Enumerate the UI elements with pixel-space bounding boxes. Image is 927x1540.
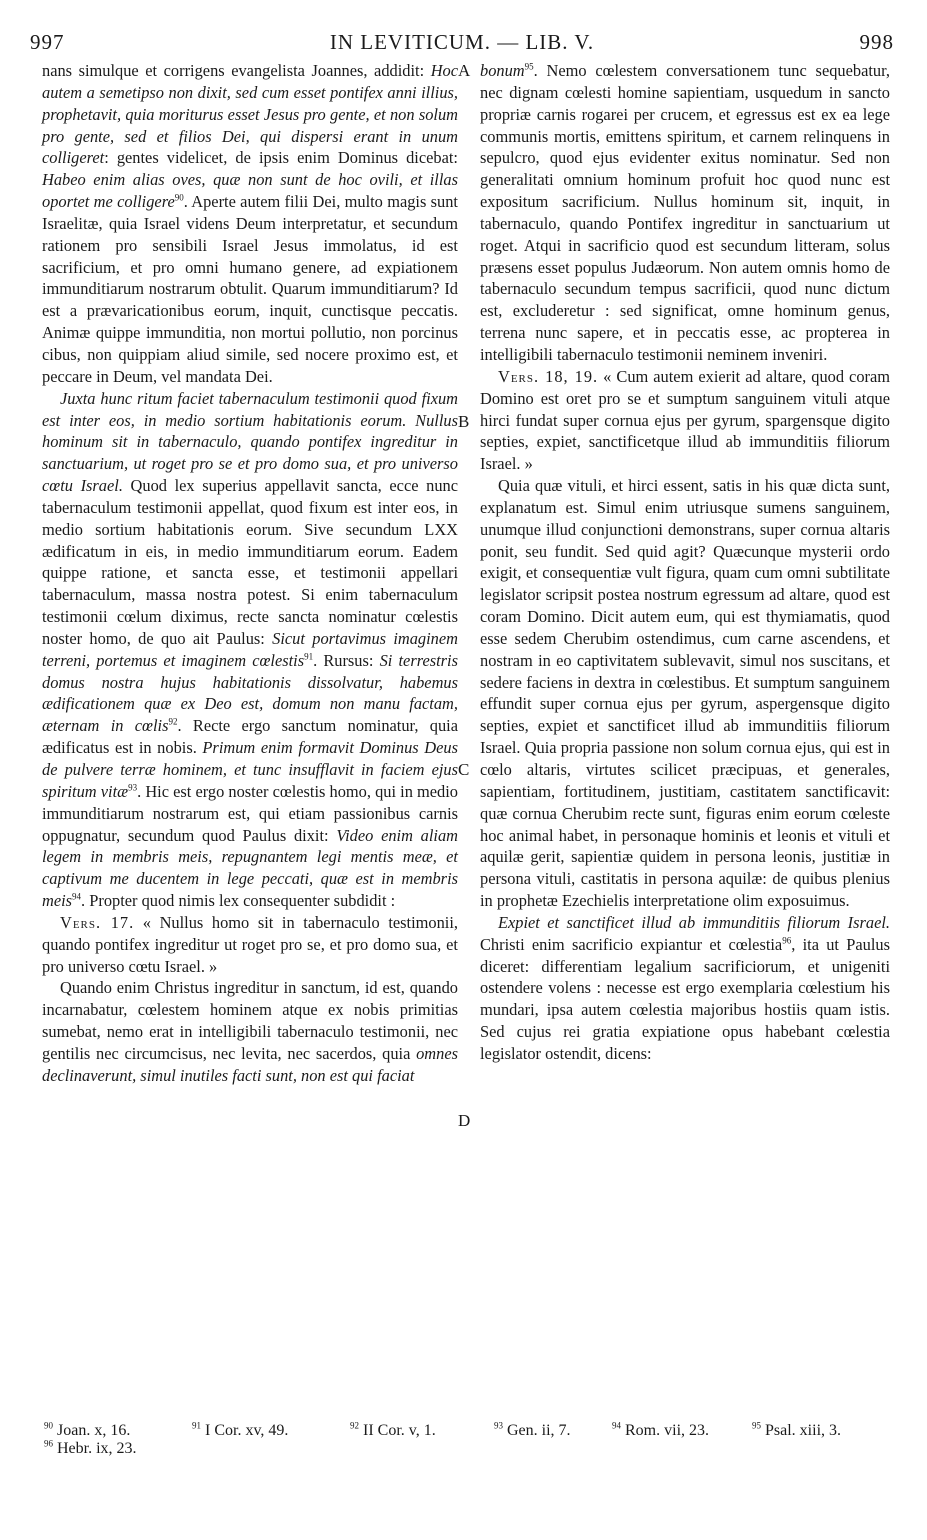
section-marker-b: B (458, 412, 470, 431)
paragraph: nans simulque et corrigens evangelista Joannes, addidit: Hoc autem a semetipso non dixit, sed cum esset pontifex anni illius, prophetavit, quia moriturus esset Jesus pro gente, et non solum pro gente, sed et filios Dei, qui dispersi erant in unum colligeret: gentes videlicet, de ipsis enim Dominus dicebat: Habeo enim alias oves, quæ non sunt de hoc ovili, et illas oportet me colligere$^{90}$. Aperte autem filii Dei, multo magis sunt Israelitæ, quia Israel videns Deum interpretatur, et secundum rationem pro sensibili Israel Jesus immolatus, id est sacrificium, et pro omni humano genere, ad expiationem immunditiarum nostrarum obtulit. Quarum immunditiarum? Id est a prævaricationibus eorum, inquit, cunctisque peccatis. Animæ quippe immunditia, non mortui pollutio, non porcinus cibus, non quippiam aliud simile, sed nocere proximo est, et peccare in Deum, vel mandata Dei. (42, 61, 458, 386)
footnote-ref: 95 (524, 61, 534, 72)
footnote-ref: 93 (128, 782, 138, 793)
footnote: $^{90}$ Joan. x, 16. (44, 1420, 131, 1439)
paragraph: Juxta hunc ritum faciet tabernaculum testimonii quod fixum est inter eos, in medio sortium habitationis eorum. Nullus hominum sit in tabernaculo, quando pontifex ingreditur in sanctuarium, ut roget pro se et pro domo sua, et pro universo cœtu Israel. Quod lex superius appellavit sancta, ecce nunc tabernaculum testimonii appellat, quod fixum est inter eos, in medio sortium habitationis eorum. Sive secundum LXX ædificatum in eis, in medio immunditiarum eorum. Eadem quippe ratione, et sancta esse, et testimonii appellari tabernaculum, massa nostra potest. Si enim tabernaculum testimonii cœlum diximus, recte sancta nominatur cœlestis noster homo, de quo ait Paulus: Sicut portavimus imaginem terreni, portemus et imaginem cœlestis$^{91}$. Rursus: Si terrestris domus nostra hujus habitationis dissolvatur, habemus ædificationem quæ ex Deo est, domum non manu factam, æternam in cœlis$^{92}$. Recte ergo sanctum nominatur, quia ædificatus est in nobis. Primum enim formavit Dominus Deus de pulvere terræ hominem, et tunc insufflavit in faciem ejus spiritum vitæ$^{93}$. Hic est ergo noster cœlestis homo, qui in medio immunditiarum nostrarum est, qui etiam passionibus carnis oppugnatur, secundum quod Paulus dixit: Video enim aliam legem in membris meis, repugnantem legi mentis meæ, et captivum me ducentem in lege peccati, quæ est in membris meis$^{94}$. Propter quod nimis lex consequenter subdidit : (42, 388, 459, 911)
footnote-ref: 96 (782, 935, 792, 946)
page-number-left: 997 (30, 30, 65, 54)
left-column (42, 60, 458, 1087)
footnote: $^{91}$ I Cor. xv, 49. (192, 1420, 289, 1439)
right-column (480, 60, 890, 1065)
page-number-right: 998 (859, 30, 894, 54)
footnote: $^{93}$ Gen. ii, 7. (494, 1420, 571, 1439)
footnote: $^{92}$ II Cor. v, 1. (350, 1420, 436, 1439)
footnote: $^{95}$ Psal. xiii, 3. (752, 1420, 842, 1439)
footnote-ref: 90 (174, 192, 184, 203)
paragraph: Quando enim Christus ingreditur in sanctum, id est, quando incarnabatur, cœlestem hominem atque ex nobis primitias sumebat, nemo erat in intelligibili tabernaculo testimonii, nec gentilis nec circumcisus, nec levita, nec sacerdos, quia omnes declinaverunt, simul inutiles facti sunt, non est qui faciat (42, 978, 458, 1085)
paragraph: Expiet et sanctificet illud ab immunditiis filiorum Israel. Christi enim sacrificio expiantur et cœlestia$^{96}$, ita ut Paulus diceret: differentiam legalium sacrificiorum, et unigeniti ostendere volens : necesse est ergo exemplaria cœlestium his mundari, ipsa autem cœlestia majoribus hostiis quam istis. Sed cujus rei gratia expiatione opus habebant cœlestia legislator ostendit, dicens: (480, 912, 890, 1063)
verse-paragraph: Vers. 17. « Nullus homo sit in tabernaculo testimonii, quando pontifex ingreditur ut roget pro se, et pro domo sua, et pro universo cœtu Israel. » (42, 912, 458, 976)
footnote: $^{94}$ Rom. vii, 23. (612, 1420, 710, 1439)
running-title: IN LEVITICUM. — LIB. V. (329, 30, 595, 54)
footnotes-line-2 (44, 1440, 894, 1458)
section-marker-a: A (458, 61, 471, 80)
verse-label: Vers. 18, 19. (498, 366, 599, 386)
paragraph: Quia quæ vituli, et hirci essent, satis in his quæ dicta sunt, explanatum est. Simul enim utriusque sumens sanguinem, unumque illud conjunctioni demonstrans, super cornua altaris ponit, seu fundit. Sed quid agit? Quæcunque mysterii ordo exigit, et consequentiæ vult figura, quam cum omni subtilitate legislator scripsit postea nostrum egressum ad altare, quod est coram Domino. Dicit autem eum, qui est thymiamatis, quod esse sedem Cherubim ostendimus, cum carne ascendens, et nostram in eo captivitatem sublevavit, simul nos suscitans, et sedere faciens in dextra in cœlestibus. Et sumptum sanguinem effundit super cornua ejus per gyrum, aspergensque digito septies, expiet et sanctificet illud ab immunditiis filiorum Israel. Quia propria passione non solum cornua ejus, qui est in cœlo altaris, virtutes scilicet præcipuas, et generales, sapientiam, fortitudinem, justitiam, castitatem sanctificavit: quæ cornua Cherubim recte sunt, figuras enim eorum cœleste hoc animal habet, in personaque hominis et leonis et vituli et aquilæ gerit, sapientiæ quidem in persona leonis, justitiæ in persona vituli, castitatis in persona aquilæ: de quibus plenius in prophetæ Ezechielis interpretatione olim exposuimus. (480, 476, 890, 911)
verse-paragraph: Vers. 18, 19. « Cum autem exierit ad altare, quod coram Domino est oret pro se et sumptum sanguinem vituli atque hirci fundat super cornua ejus per gyrum, spargensque digito septies, expiet, sanctificetque illud ab immunditiis filiorum Israel. » (480, 366, 890, 474)
footnote-ref: 94 (72, 891, 82, 902)
verse-label: Vers. 17. (60, 912, 135, 932)
section-marker-c: C (458, 760, 470, 779)
page-header (30, 30, 894, 58)
footnote-ref: 91 (304, 651, 314, 662)
footnote: $^{96}$ Hebr. ix, 23. (44, 1438, 137, 1457)
paragraph: bonum$^{95}$. Nemo cœlestem conversationem tunc sequebatur, nec dignam cœlesti homine sapientiam, usquedum in sancto propriæ carnis rogarei per crucem, et egressus est ex ea lege communis mortis, emittens spiritum, et carnem relinquens in sepulcro, quod ejus evidenter exitus nominatur. Sed non generalitati omnium hominum profuit hoc quod nunc est expositum sacrificium. Nullus hominum sit, inquit, in tabernaculo, quando Pontifex ingreditur in sanctuarium ut roget. Atqui in sacrificio quod est secundum litteram, solus præsens esset populus Judæorum. Non autem omnis homo de tabernaculo secundum tempus sacrificii, quod nunc dictum est, excluderetur : sed significat, omne hominum genus, terrena nunc sapere, et in peccatis esse, ac propterea in intelligibili tabernaculo testimonii neminem inveniri. (480, 61, 890, 364)
section-marker-d: D (458, 1111, 471, 1130)
footnote-ref: 92 (168, 716, 178, 727)
